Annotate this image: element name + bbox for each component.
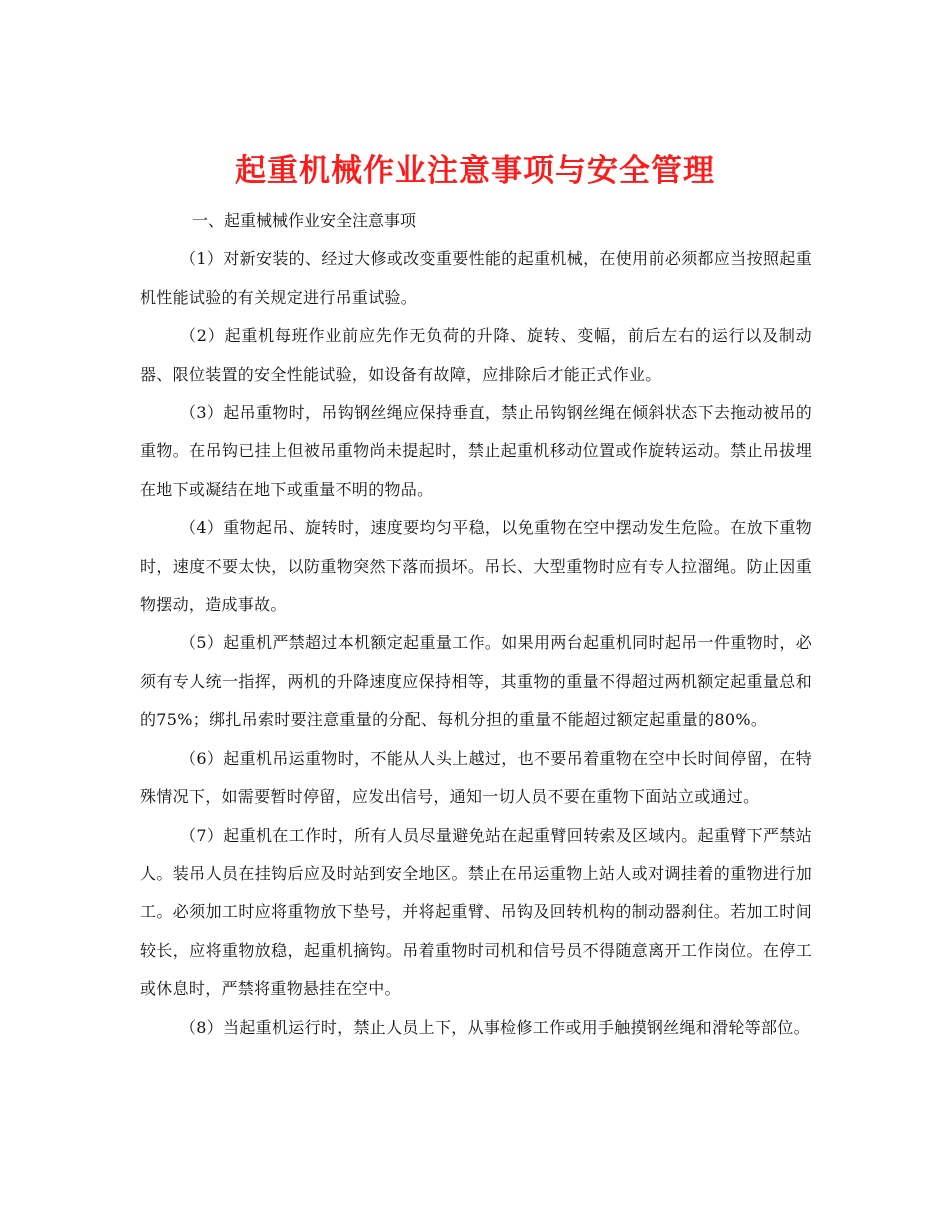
paragraph-4: （4）重物起吊、旋转时，速度要均匀平稳，以免重物在空中摆动发生危险。在放下重物时，速度不要太快，以防重物突然下落而损坏。吊长、大型重物时应有专人拉溜绳。防止因重物摆动，造成事故。 <box>140 518 812 615</box>
paragraph-1: （1）对新安装的、经过大修或改变重要性能的起重机械，在使用前必须都应当按照起重机性能试验的有关规定进行吊重试验。 <box>140 249 812 307</box>
paragraph-8: （8）当起重机运行时，禁止人员上下，从事检修工作或用手触摸钢丝绳和滑轮等部位。 <box>180 1017 810 1037</box>
paragraph-5: （5）起重机严禁超过本机额定起重量工作。如果用两台起重机同时起吊一件重物时，必须有专人统一指挥，两机的升降速度应保持相等，其重物的重量不得超过两机额定起重量总和的75%；绑扎吊索时要注意重量的分配、每机分担的重量不能超过额定起重量的80%。 <box>140 633 812 730</box>
paragraph-7: （7）起重机在工作时，所有人员尽量避免站在起重臂回转索及区域内。起重臂下严禁站人。装吊人员在挂钩后应及时站到安全地区。禁止在吊运重物上站人或对调挂着的重物进行加工。必须加工时应将重物放下垫号，并将起重臂、吊钩及回转机构的制动器刹住。若加工时间较长，应将重物放稳，起重机摘钩。吊着重物时司机和信号员不得随意离开工作岗位。在停工或休息时，严禁将重物悬挂在空中。 <box>140 825 812 999</box>
section-heading: 一、起重械械作业安全注意事项 <box>192 211 417 230</box>
paragraph-2: （2）起重机每班作业前应先作无负荷的升降、旋转、变幅，前后左右的运行以及制动器、限位装置的安全性能试验，如设备有故障，应排除后才能正式作业。 <box>140 326 812 384</box>
document-title: 起重机械作业注意事项与安全管理 <box>235 152 715 189</box>
paragraph-3: （3）起吊重物时，吊钩钢丝绳应保持垂直，禁止吊钩钢丝绳在倾斜状态下去拖动被吊的重物。在吊钩已挂上但被吊重物尚未提起时，禁止起重机移动位置或作旋转运动。禁止吊拔埋在地下或凝结在地下或重量不明的物品。 <box>140 403 812 499</box>
paragraph-6: （6）起重机吊运重物时，不能从人头上越过，也不要吊着重物在空中长时间停留，在特殊情况下，如需要暂时停留，应发出信号，通知一切人员不要在重物下面站立或通过。 <box>140 748 812 807</box>
document-body <box>140 202 812 1047</box>
